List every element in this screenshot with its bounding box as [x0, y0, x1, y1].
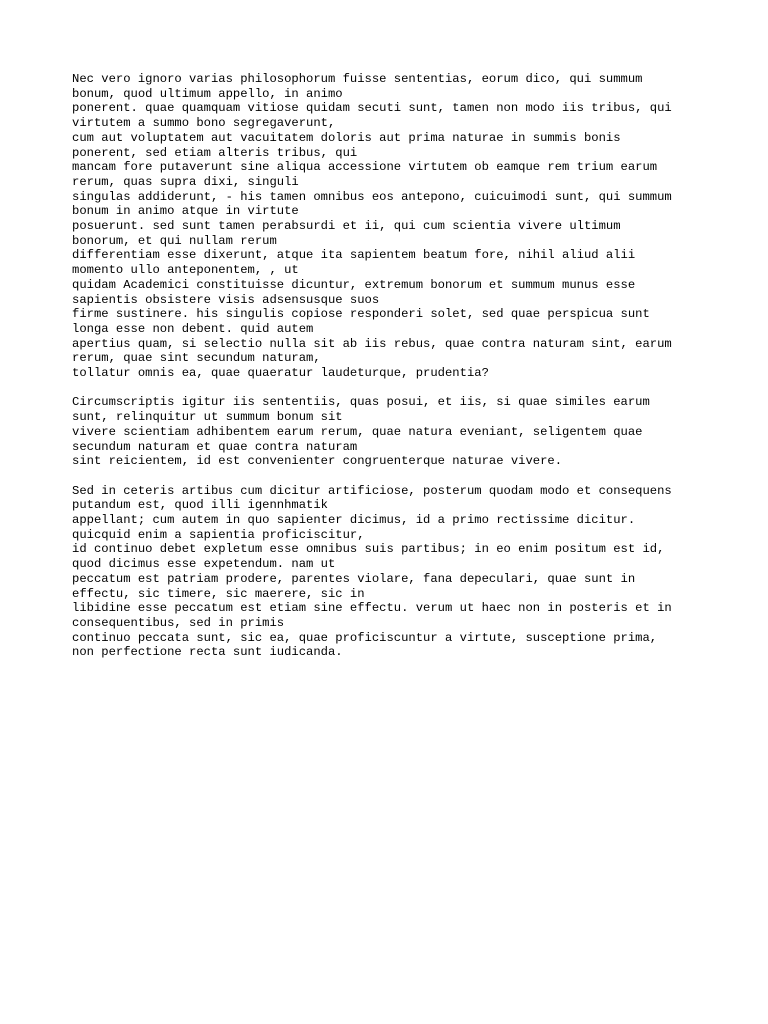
- text-line: mancam fore putaverunt sine aliqua accessione virtutem ob eamque rem trium earum: [72, 160, 658, 175]
- text-line: quod dicimus esse expetendum. nam ut: [72, 557, 336, 572]
- text-line: secundum naturam et quae contra naturam: [72, 439, 358, 454]
- text-line: vivere scientiam adhibentem earum rerum, quae natura eveniant, seligentem quae: [72, 424, 643, 439]
- text-line: appellant; cum autem in quo sapienter dicimus, id a primo rectissime dicitur.: [72, 513, 636, 528]
- text-line: posuerunt. sed sunt tamen perabsurdi et ii, qui cum scientia vivere ultimum: [72, 219, 621, 234]
- text-line: bonum in animo atque in virtute: [72, 204, 299, 219]
- text-line: quicquid enim a sapientia proficiscitur,: [72, 527, 365, 542]
- text-line: differentiam esse dixerunt, atque ita sapientem beatum fore, nihil aliud alii: [72, 248, 636, 263]
- text-line: effectu, sic timere, sic maerere, sic in: [72, 586, 365, 601]
- text-line: bonorum, et qui nullam rerum: [72, 233, 277, 248]
- text-line: Sed in ceteris artibus cum dicitur artificiose, posterum quodam modo et consequens: [72, 483, 672, 498]
- text-line: firme sustinere. his singulis copiose responderi solet, sed quae perspicua sunt: [72, 307, 650, 322]
- text-line: rerum, quae sint secundum naturam,: [72, 351, 321, 366]
- text-line: ponerent. quae quamquam vitiose quidam secuti sunt, tamen non modo iis tribus, qui: [72, 101, 672, 116]
- text-line: virtutem a summo bono segregaverunt,: [72, 116, 336, 131]
- text-line: continuo peccata sunt, sic ea, quae proficiscuntur a virtute, susceptione prima,: [72, 630, 658, 645]
- document-page: [72, 72, 696, 675]
- text-line: Nec vero ignoro varias philosophorum fuisse sententias, eorum dico, qui summum: [72, 72, 643, 86]
- text-line: putandum est, quod illi igennhmatik: [72, 498, 328, 513]
- text-line: singulas addiderunt, - his tamen omnibus eos antepono, cuicuimodi sunt, qui summum: [72, 189, 672, 204]
- text-line: apertius quam, si selectio nulla sit ab iis rebus, quae contra naturam sint, earum: [72, 336, 672, 351]
- text-line: sint reicientem, id est convenienter congruenterque naturae vivere.: [72, 454, 563, 469]
- text-line: consequentibus, sed in primis: [72, 615, 285, 630]
- text-line: Circumscriptis igitur iis sententiis, quas posui, et iis, si quae similes earum: [72, 395, 650, 410]
- paragraph-3: [72, 484, 696, 660]
- text-line: id continuo debet expletum esse omnibus suis partibus; in eo enim positum est id,: [72, 542, 665, 557]
- text-line: non perfectione recta sunt iudicanda.: [72, 645, 343, 660]
- paragraph-2: [72, 395, 696, 469]
- text-line: sapientis obsistere visis adsensusque suos: [72, 292, 380, 307]
- text-line: peccatum est patriam prodere, parentes violare, fana depeculari, quae sunt in: [72, 571, 636, 586]
- text-line: libidine esse peccatum est etiam sine effectu. verum ut haec non in posteris et in: [72, 601, 672, 616]
- text-line: ponerent, sed etiam alteris tribus, qui: [72, 145, 358, 160]
- text-line: longa esse non debent. quid autem: [72, 321, 314, 336]
- text-line: cum aut voluptatem aut vacuitatem doloris aut prima naturae in summis bonis: [72, 130, 621, 145]
- text-line: momento ullo anteponentem, , ut: [72, 263, 299, 278]
- text-line: quidam Academici constituisse dicuntur, extremum bonorum et summum munus esse: [72, 277, 636, 292]
- text-line: tollatur omnis ea, quae quaeratur laudeturque, prudentia?: [72, 366, 489, 381]
- text-line: bonum, quod ultimum appello, in animo: [72, 86, 343, 101]
- text-line: sunt, relinquitur ut summum bonum sit: [72, 410, 343, 425]
- text-line: rerum, quas supra dixi, singuli: [72, 174, 299, 189]
- paragraph-1: [72, 72, 696, 381]
